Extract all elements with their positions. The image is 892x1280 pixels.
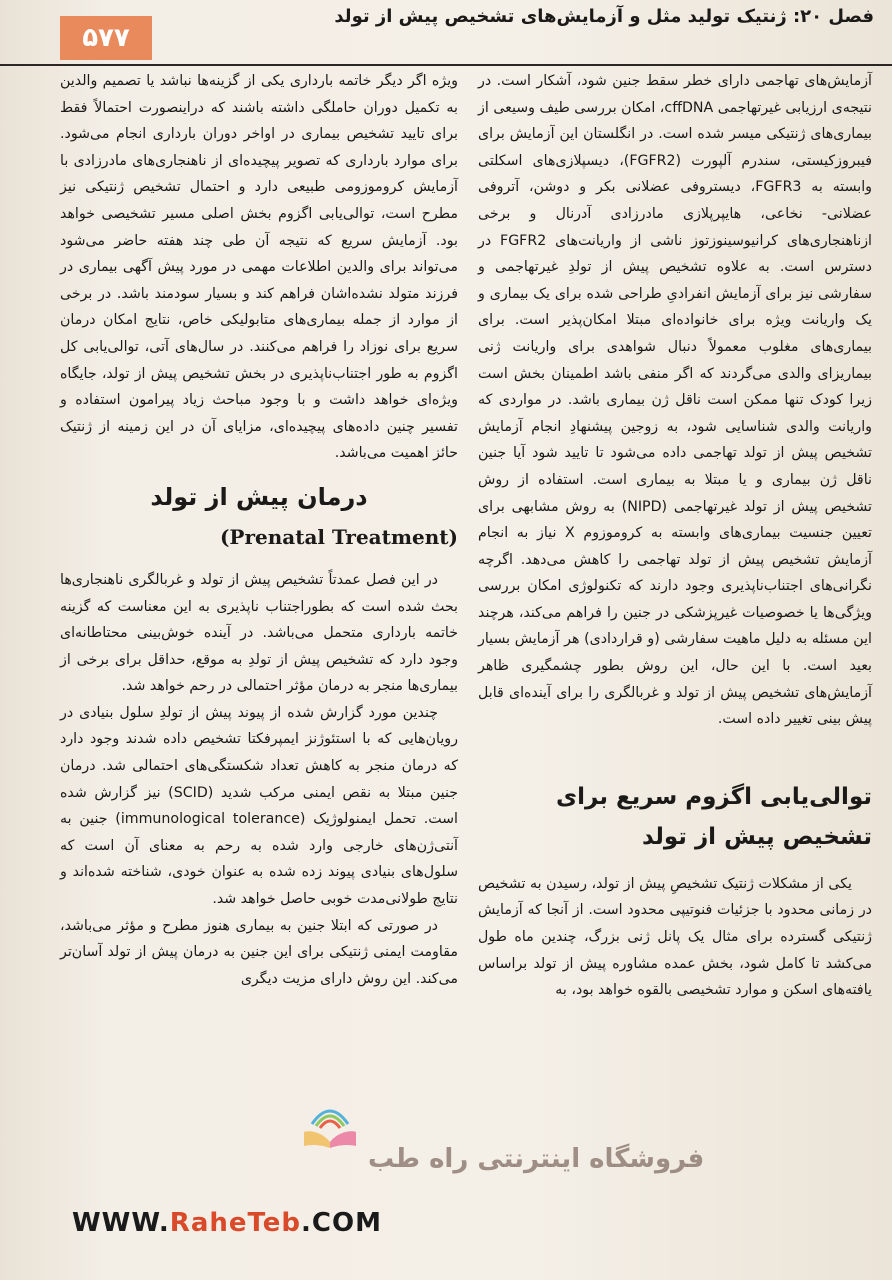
url-prefix: WWW. (72, 1208, 170, 1238)
body-paragraph: آزمایش‌های تهاجمی دارای خطر سقط جنین شود، آشکار است. در نتیجه‌ی ارزیابی غیرتهاجمی cffDNA، امکان بررسی طیف وسیعی از بیماری‌های ژنتیکی میسر شده است. در انگلستان این آزمایش برای فیبروزکیستی، سندرم آلپورت (FGFR2)، دیسپلازی‌های اسکلتی وابسته به FGFR3، دیستروفی عضلانی بکر و دوشن، آتروفی عضلانی- نخاعی، هایپرپلازی مادرزادی آدرنال و برخی ازناهنجاری‌های کرانیوسینوزتوز ناشی از واریانت‌های FGFR2 در دسترس است. به علاوه تشخیص پیش از تولدِ غیرتهاجمی و سفارشی نیز برای آزمایش انفرادیِ طراحی شده برای یک بیماری و یک واریانت ویژه برای خانواده‌ای مبتلا امکان‌پذیر است. برای بیماری‌های مغلوب معمولاً دنبال شواهدی برای واریانت ژنی بیماریزای والدی می‌گردند که اگر منفی باشد اطمینان بخش است زیرا کودک تنها ممکن است ناقل ژن بیماری باشد. در مواردی که واریانت والدی شناسایی شود، به زوجین پیشنهادِ انجام آزمایش تشخیص پیش از تولد تهاجمی داده می‌شود تا تایید شود آیا جنین ناقل ژن بیماری و یا مبتلا به بیماری است. استفاده از روش تشخیص پیش از تولد غیرتهاجمی (NIPD) به روش مشابهی برای تعیین جنسیت بیماری‌های وابسته به کروموزوم X نیاز به انجام آزمایش تشخیص پیش از تولد تهاجمی را کاهش می‌دهد. اگرچه نگرانی‌های اجتناب‌ناپذیری وجود دارند که تکنولوژی امکان بررسی ویژگی‌ها یا خصوصیات غیرپزشکی در جنین را فراهم می‌کند، هرچند این مسئله به دلیل ماهیت سفارشی (و قراردادی) هر آزمایش بسیار بعید است. با این حال، این روش بطور چشمگیری ظاهر آزمایش‌های تشخیص پیش از تولد و غربالگری را برای آینده‌ای قابل پیش بینی تغییر داده است. (478, 73, 872, 728)
left-column (60, 68, 458, 992)
url-brand: RaheTeb (169, 1208, 302, 1238)
right-column (478, 68, 872, 1004)
chapter-title-line: فصل ۲۰: ژنتیک تولید مثل و آزمایش‌های تشخیص پیش از تولد (334, 6, 874, 27)
body-paragraph: در این فصل عمدتاً تشخیص پیش از تولد و غربالگری ناهنجاری‌ها بحث شده است که بطوراجتناب ناپذیری به این معناست که گزینه خاتمه بارداری متحمل می‌باشد. در آینده خوش‌بینی محتاطانه‌ای وجود دارد که تشخیص پیش از تولدِ به موقع، حداقل برای برخی از بیماری‌ها منجر به درمان مؤثر احتمالی در رحم خواهد شد. (60, 571, 458, 695)
body-paragraph: ویژه اگر دیگر خاتمه بارداری یکی از گزینه‌ها نباشد یا تصمیم والدین به تکمیل دوران حاملگی داشته باشند که دراینصورت احتمالاً فقط برای تایید تشخیص بیماری در اواخر دوران بارداری انجام می‌شود. برای موارد بارداری که تصویر پیچیده‌ای از ناهنجاری‌های مادرزادی با آزمایش کروموزومی طبیعی دارد و احتمال تشخیص ژنتیکی نیز مطرح است، توالی‌یابی اگزوم بخش اصلی مسیر تشخیصی خواهد بود. آزمایش سریع که نتیجه آن طی چند هفته حاضر می‌شود می‌تواند برای والدین اطلاعات مهمی در مورد پیش آگهی بیماری در فرزند متولد نشده‌اشان فراهم کند و بسیار سودمند باشد. در برخی از موارد از جمله بیماری‌های متابولیکی خاص، نتایج امکان درمان سریع برای نوزاد را فراهم می‌کنند. در سال‌های آتی، توالی‌یابی کل اگزوم به طور اجتناب‌ناپذیری در بخش تشخیص پیش از تولد، جایگاه ویژه‌ای خواهد داشت و با وجود مباحث زیاد پیرامون استفاده و تفسیر چنین داده‌های پیچیده‌ای، مزایای آن در این زمینه از ژنتیک حائز اهمیت می‌باشد. (60, 73, 458, 462)
body-paragraph: در صورتی که ابتلا جنین به بیماری هنوز مطرح و مؤثر می‌باشد، مقاومت ایمنی ژنتیکی برای این جنین به درمان پیش از تولد آسان‌تر می‌کند. این روش دارای مزیت دیگری (60, 917, 458, 987)
section-heading-rapid-exome: توالی‌یابی اگزوم سریع برای تشخیص پیش از تولد (556, 783, 872, 850)
book-logo-icon (300, 1102, 360, 1148)
section-heading-prenatal-treatment: درمان پیش از تولد (150, 482, 368, 511)
page-header (0, 0, 892, 66)
body-paragraph: چندین مورد گزارش شده از پیوند پیش از تولدِ سلول بنیادی در رویان‌هایی که با استئوژنز ایمپرفکتا تشخیص داده شدند وجود دارد که درمان منجر به کاهش تعداد شکستگی‌های احتمالی شد. درمان جنین مبتلا به نقص ایمنی مرکب شدید (SCID) نیز گزارش شده است. تحمل ایمنولوژیک (immunological tolerance) جنین به آنتی‌ژن‌های خارجی وارد شده به رحم به معنای آن است که سلول‌های بنیادی پیوند زده شده به عنوان خودی، شناخته شده‌اند و نتایج طولانی‌مدت خوبی حاصل خواهد شد. (60, 704, 459, 908)
section-heading-english: (Prenatal Treatment) (219, 524, 458, 549)
watermark-url (72, 1208, 382, 1238)
page-number: ۵۷۷ (60, 16, 152, 60)
chapter-title (154, 6, 874, 28)
watermark-text: فروشگاه اینترنتی راه طب (368, 1144, 705, 1174)
body-paragraph: یکی از مشکلات ژنتیک تشخیصِ پیش از تولد، رسیدن به تشخیص در زمانی محدود با جزئیات فنوتیپی محدود است. از آنجا که آزمایش ژنتیکی گسترده برای مثال یک پانل ژنی بزرگ، چندین ماه طول می‌کشد تا کامل شود، بخش عمده مشاوره پیش از تولد براساس یافته‌های اسکن و موارد تشخیصی بالقوه خواهد بود، به (478, 875, 872, 999)
url-suffix: .COM (301, 1208, 382, 1238)
